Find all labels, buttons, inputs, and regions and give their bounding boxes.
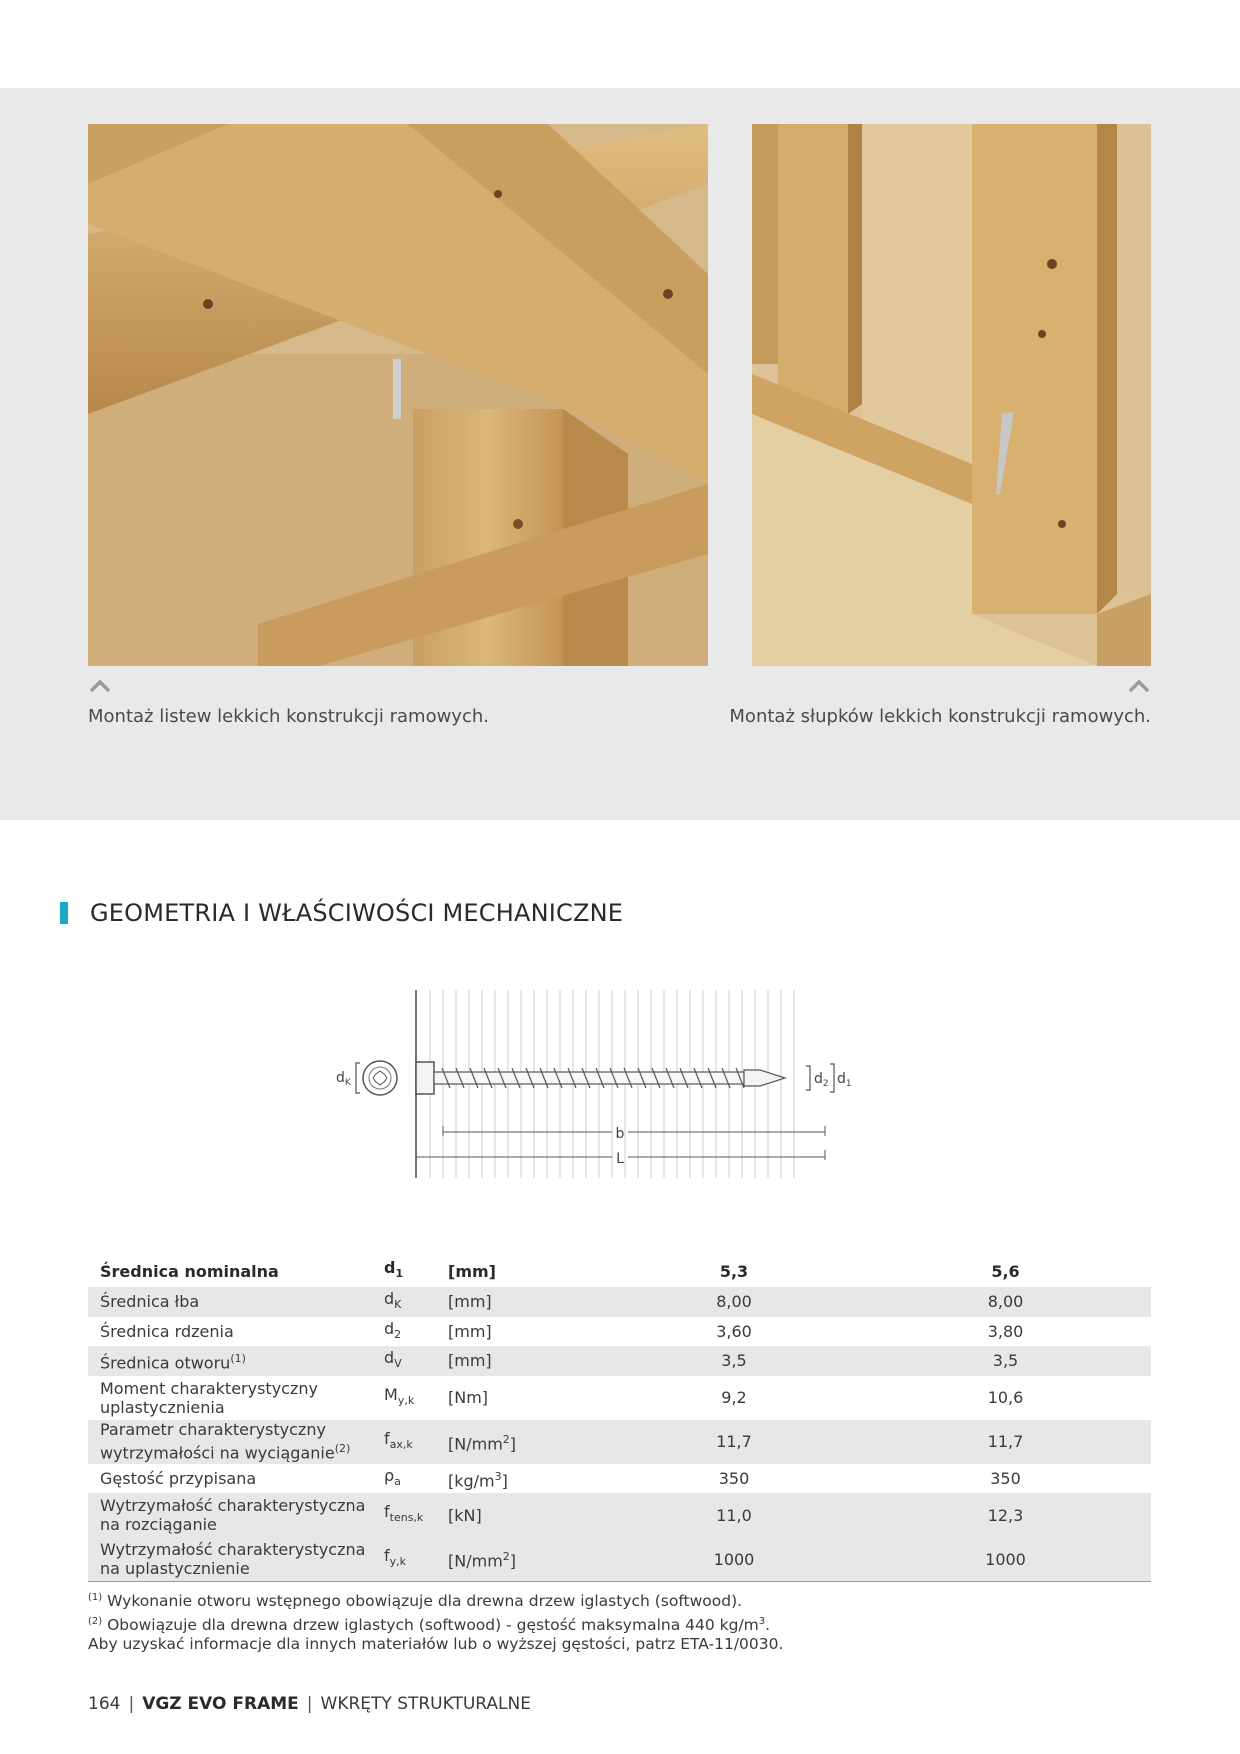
table-cell: 10,6 [987,1388,1024,1407]
table-cell: Moment charakterystyczny uplastycznienia [100,1378,318,1417]
table-cell: 11,0 [608,1493,860,1537]
footnote-2: $^{(2)}$ Obowiązuje dla drewna drzew iglastych (softwood) - gęstość maksymalna 440 $kg/m^3$. [88,1615,771,1634]
table-cell: $\rho_a$ [384,1465,401,1488]
table-cell: $f_{ax,k}$ [372,1420,436,1464]
table-cell: [mm] [436,1287,608,1317]
table-cell: 5,6 [991,1261,1020,1281]
photo-caption-left: Montaż listew lekkich konstrukcji ramowych. [88,706,489,727]
product-name: VGZ EVO FRAME [142,1694,299,1714]
table-cell: $d_1$ [384,1258,404,1281]
table-cell: $d_K$ [372,1287,436,1317]
table-cell: 8,00 [860,1287,1151,1317]
table-cell: 1000 [608,1537,860,1582]
table-row [88,1420,1151,1464]
page-number: 164 [88,1694,121,1714]
table-cell: [kN] [436,1493,608,1537]
table-cell: 3,60 [716,1321,752,1341]
table-cell: 9,2 [721,1388,747,1407]
table-cell: Parametr charakterystyczny wytrzymałości na wyciąganie$^{(2)}$ [88,1420,372,1464]
chevron-up-icon [88,678,112,694]
table-cell: [mm] [448,1261,496,1281]
footer-separator: | [306,1694,313,1714]
d1-label: $d_1$ [837,1071,852,1089]
table-cell: Średnica nominalna [100,1261,279,1281]
table-cell: [mm] [436,1346,608,1376]
table-cell: 350 [718,1468,750,1488]
footer-separator: | [128,1694,135,1714]
photo-frame-battens [88,124,708,666]
footnotes [88,1588,783,1655]
table-cell: [mm] [448,1321,492,1341]
table-cell: 11,7 [860,1420,1151,1464]
table-row [88,1287,1151,1317]
footnote-1: $^{(1)}$ Wykonanie otworu wstępnego obowiązuje dla drewna drzew iglastych (softwood). [88,1592,743,1611]
b-label: b [615,1126,625,1142]
table-cell: Średnica otworu$^{(1)}$ [88,1346,372,1376]
table-cell: 12,3 [860,1493,1151,1537]
accent-bar [60,902,68,924]
product-category: WKRĘTY STRUKTURALNE [320,1694,531,1714]
table-cell: $d_V$ [372,1346,436,1376]
table-row [88,1464,1151,1494]
table-cell: $[N/mm^2]$ [436,1537,608,1582]
table-row [88,1317,1151,1347]
L-label: L [616,1151,624,1167]
page-footer [88,1694,531,1714]
footnote-3: Aby uzyskać informacje dla innych materiałów lub o wyższej gęstości, patrz ETA-11/0030. [88,1635,784,1654]
table-cell: 5,3 [719,1261,749,1281]
table-row [88,1493,1151,1537]
table-cell: 1000 [860,1537,1151,1582]
table-row [88,1376,1151,1420]
section-title [60,898,623,928]
table-cell: $M_{y,k}$ [384,1384,415,1408]
table-cell: $f_{tens,k}$ [372,1493,436,1537]
chevron-up-icon [1127,678,1151,694]
table-cell: 3,5 [608,1346,860,1376]
specs-table [88,1255,1151,1582]
table-cell: 350 [990,1468,1021,1488]
table-cell: $[kg/m^3]$ [448,1469,508,1490]
photo-frame-studs [752,124,1151,666]
d2-label: $d_2$ [814,1071,829,1089]
section-title-text: GEOMETRIA I WŁAŚCIWOŚCI MECHANICZNE [90,899,624,927]
table-row [88,1537,1151,1582]
table-cell: 11,7 [608,1420,860,1464]
table-cell: Gęstość przypisana [100,1468,257,1488]
table-cell: 3,5 [860,1346,1151,1376]
table-header-row [88,1255,1151,1287]
table-cell: Wytrzymałość charakterystyczna na uplastycznienie [88,1537,372,1582]
screw-head-icon [363,1061,397,1095]
table-cell: $[N/mm^2]$ [436,1420,608,1464]
table-cell: [Nm] [448,1388,489,1407]
table-cell: 8,00 [608,1287,860,1317]
table-row [88,1346,1151,1376]
table-cell: $d_2$ [384,1318,402,1341]
dk-label: $d_K$ [336,1070,351,1088]
screw-geometry-diagram [330,990,910,1180]
photo-caption-right: Montaż słupków lekkich konstrukcji ramowych. [729,706,1151,727]
table-cell: $f_{y,k}$ [372,1537,436,1582]
table-cell: Średnica łba [88,1287,372,1317]
table-cell: 3,80 [987,1321,1024,1341]
table-cell: Średnica rdzenia [100,1321,234,1341]
table-cell: Wytrzymałość charakterystyczna na rozciąganie [88,1493,372,1537]
